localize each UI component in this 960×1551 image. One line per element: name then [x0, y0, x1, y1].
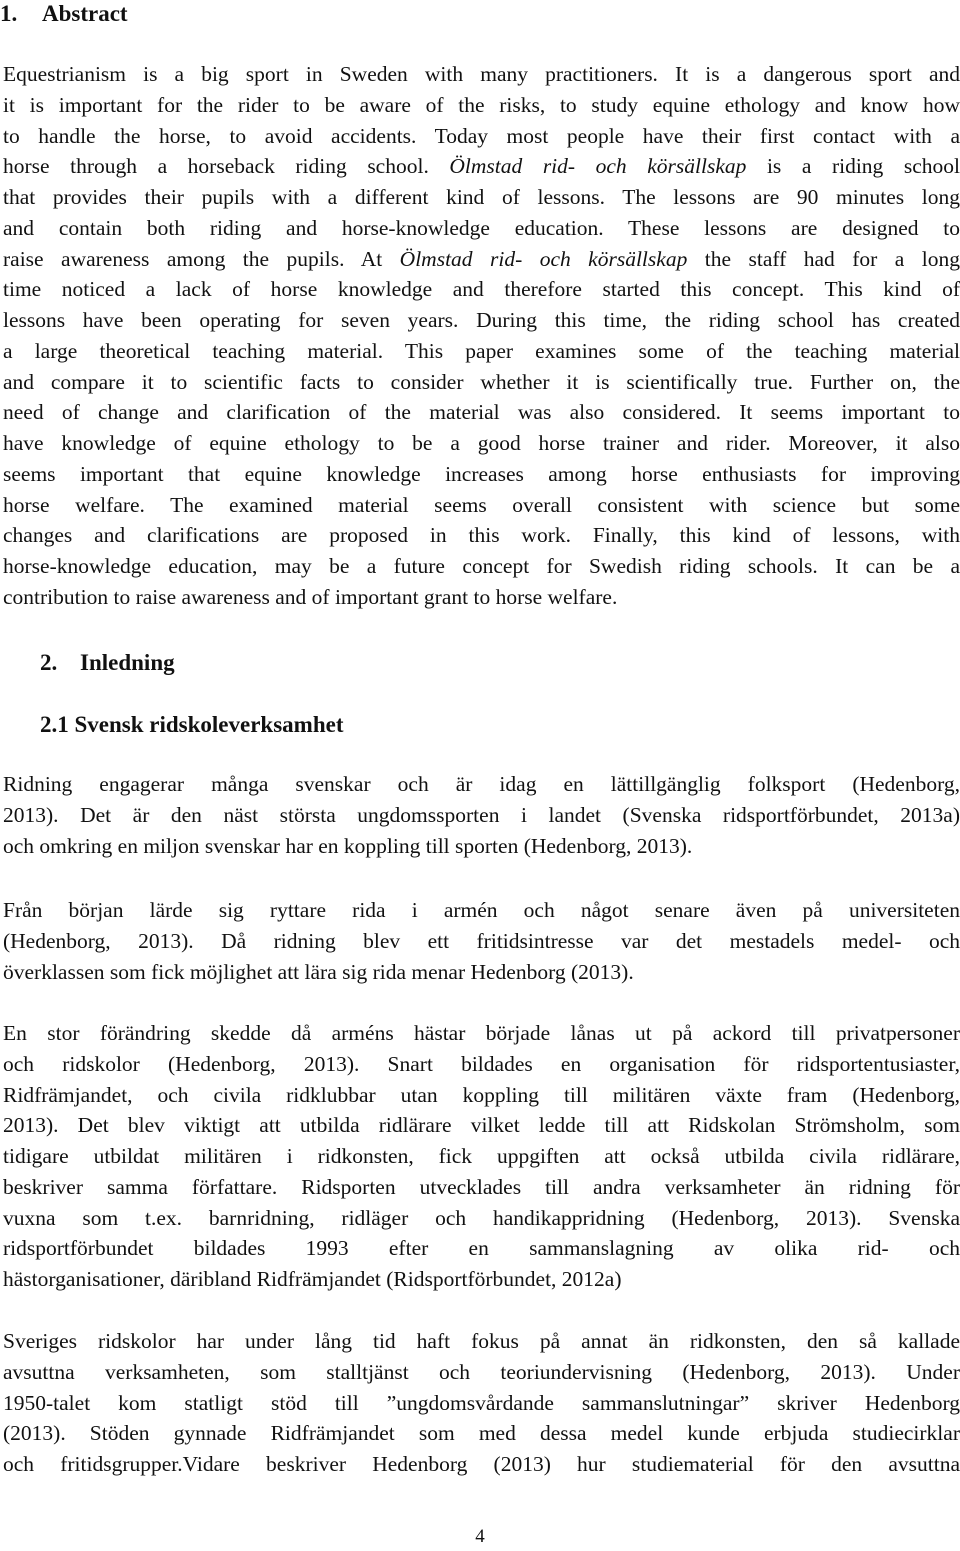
text-line: changes and clarifications are proposed in this work. Finally, this kind of lessons, with	[3, 523, 960, 548]
section-title: Abstract	[42, 1, 128, 26]
text-line: raise awareness among the pupils. At Ölmstad rid- och körsällskap the staff had for a long	[3, 246, 960, 271]
text-line: and compare it to scientific facts to consider whether it is scientifically true. Further on, the	[3, 369, 960, 394]
text-line: to handle the horse, to avoid accidents. Today most people have their first contact with a	[3, 123, 960, 148]
text-line: time noticed a lack of horse knowledge and therefore started this concept. This kind of	[3, 277, 960, 302]
section-title: Svensk ridskoleverksamhet	[74, 712, 344, 737]
body-paragraph	[3, 1018, 960, 1295]
text-line: Ridfrämjandet, och civila ridklubbar utan koppling till militären växte fram (Hedenborg,	[3, 1082, 960, 1107]
body-paragraph	[3, 1326, 960, 1480]
text-line: avsuttna verksamheten, som stalltjänst och teoriundervisning (Hedenborg, 2013). Under	[3, 1359, 960, 1384]
text-line: horse-knowledge education, may be a future concept for Swedish riding schools. It can be a	[3, 554, 960, 578]
section-heading-abstract	[0, 0, 128, 28]
text-line: tidigare utbildat militären i ridkonsten, fick uppgiften att också utbilda civila ridlärare,	[3, 1144, 960, 1168]
text-line: och fritidsgrupper.Vidare beskriver Hedenborg (2013) hur studiematerial för den avsuttna	[3, 1452, 960, 1476]
italic-name: Ölmstad rid- och körsällskap	[449, 154, 747, 179]
section-number: 1.	[0, 1, 18, 26]
text-line: seems important that equine knowledge increases among horse enthusiasts for improving	[3, 461, 960, 486]
text-line: Ridning engagerar många svenskar och är idag en lättillgänglig folksport (Hedenborg,	[3, 772, 960, 796]
text-line: Sveriges ridskolor har under lång tid haft fokus på annat än ridkonsten, den så kallade	[3, 1329, 960, 1353]
text-line: ridsportförbundet bildades 1993 efter en sammanslagning av olika rid- och	[3, 1236, 960, 1261]
text-line: hästorganisationer, däribland Ridfrämjandet (Ridsportförbundet, 2012a)	[3, 1267, 622, 1291]
text-line: (Hedenborg, 2013). Då ridning blev ett fritidsintresse var det mestadels medel- och	[3, 928, 960, 953]
section-heading-inledning	[40, 649, 175, 677]
text-line: Från början lärde sig ryttare rida i armén och något senare även på universiteten	[3, 898, 960, 922]
text-line: have knowledge of equine ethology to be a good horse trainer and rider. Moreover, it also	[3, 431, 960, 455]
section-heading-svensk-ridskoleverksamhet	[40, 711, 344, 739]
text-line: a large theoretical teaching material. This paper examines some of the teaching material	[3, 338, 960, 363]
body-paragraph	[3, 769, 960, 861]
text-line: och omkring en miljon svenskar har en koppling till sporten (Hedenborg, 2013).	[3, 833, 693, 858]
text-line: En stor förändring skedde då arméns hästar började lånas ut på ackord till privatpersoner	[3, 1021, 960, 1045]
text-line: (2013). Stöden gynnade Ridfrämjandet som med dessa medel kunde erbjuda studiecirklar	[3, 1421, 960, 1446]
abstract-paragraph	[3, 59, 960, 613]
text-line: 2013). Det blev viktigt att utbilda ridlärare vilket ledde till att Ridskolan Strömsholm, som	[3, 1113, 960, 1138]
text-line: och ridskolor (Hedenborg, 2013). Snart bildades en organisation för ridsportentusiaster,	[3, 1051, 960, 1076]
text-line: 1950-talet kom statligt stöd till ”ungdomsvårdande sammanslutningar” skriver Hedenborg	[3, 1390, 960, 1415]
text-line: Equestrianism is a big sport in Sweden with many practitioners. It is a dangerous sport and	[3, 62, 960, 86]
section-number: 2.1	[40, 712, 69, 737]
section-number: 2.	[40, 650, 58, 675]
text-line: that provides their pupils with a different kind of lessons. The lessons are 90 minutes long	[3, 185, 960, 209]
text-line: horse welfare. The examined material seems overall consistent with science but some	[3, 492, 960, 517]
text-line: and contain both riding and horse-knowledge education. These lessons are designed to	[3, 215, 960, 240]
section-title: Inledning	[80, 650, 175, 675]
text-line: it is important for the rider to be aware of the risks, to study equine ethology and know how	[3, 92, 960, 117]
text-line: lessons have been operating for seven years. During this time, the riding school has created	[3, 308, 960, 332]
text-line: beskriver samma författare. Ridsporten utvecklades till andra verksamheter än ridning för	[3, 1174, 960, 1199]
body-paragraph	[3, 895, 960, 987]
text-line: överklassen som fick möjlighet att lära sig rida menar Hedenborg (2013).	[3, 959, 634, 984]
text-line: need of change and clarification of the material was also considered. It seems important to	[3, 400, 960, 425]
italic-name: Ölmstad rid- och körsällskap	[399, 246, 688, 271]
text-line: 2013). Det är den näst största ungdomssporten i landet (Svenska ridsportförbundet, 2013a)	[3, 802, 960, 827]
text-line: vuxna som t.ex. barnridning, ridläger och handikappridning (Hedenborg, 2013). Svenska	[3, 1205, 960, 1230]
text-line: contribution to raise awareness and of important grant to horse welfare.	[3, 584, 618, 609]
page-number: 4	[475, 1526, 485, 1547]
text-line: horse through a horseback riding school. Ölmstad rid- och körsällskap is a riding school	[3, 154, 960, 179]
